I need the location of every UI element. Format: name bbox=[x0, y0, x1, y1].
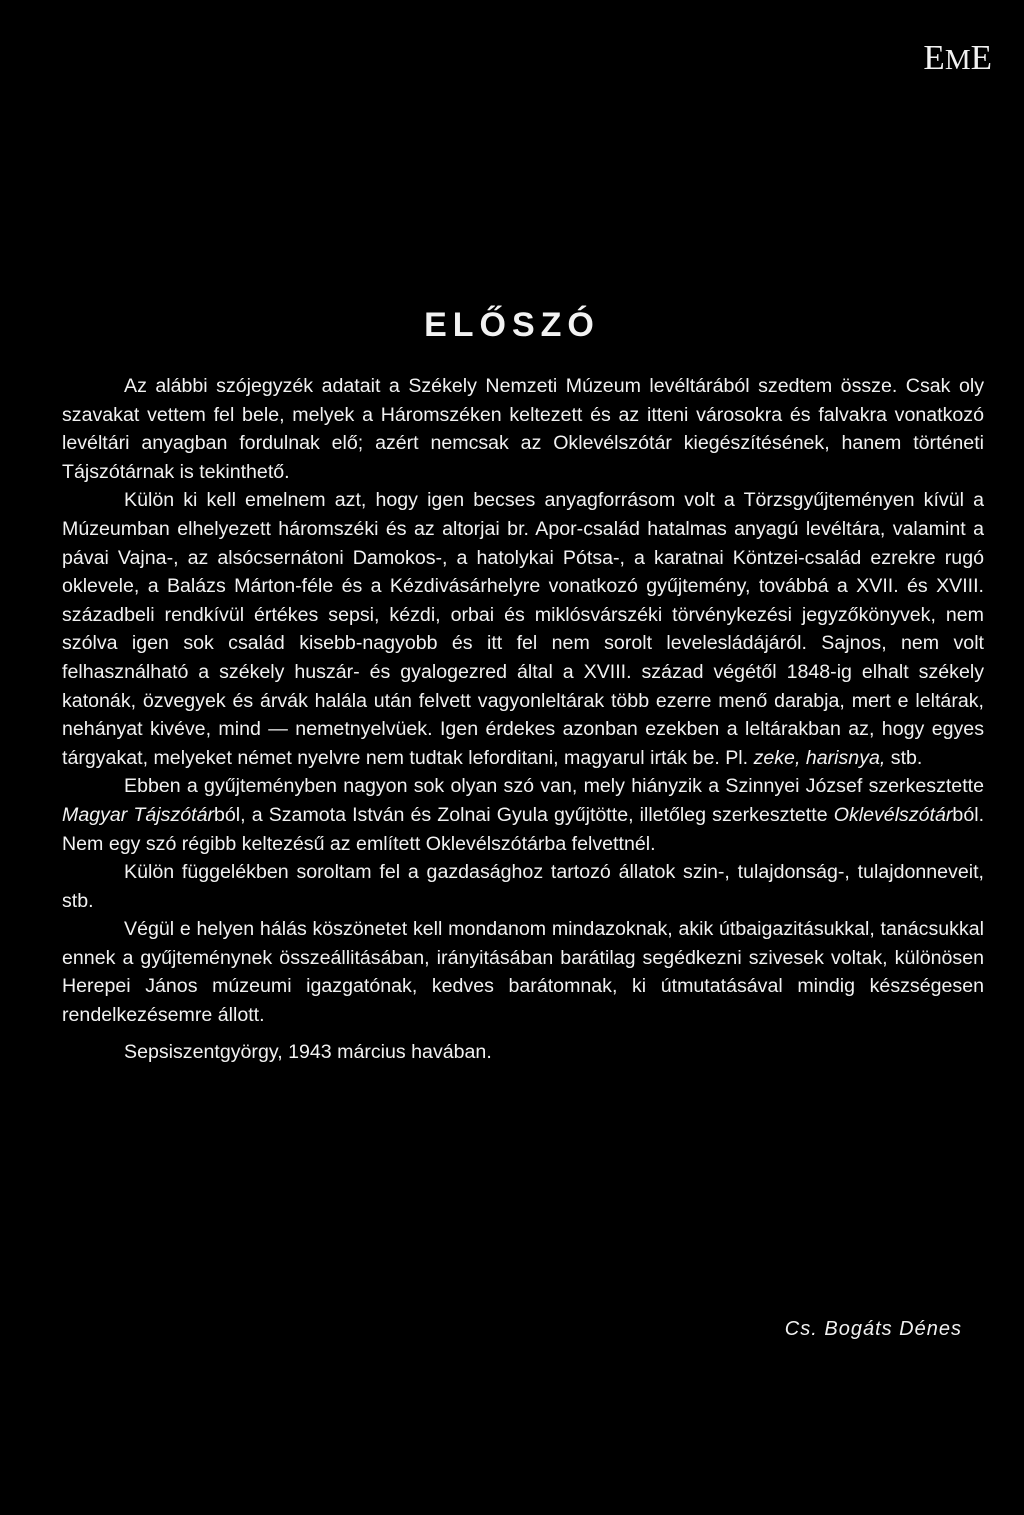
paragraph-1: Az alábbi szójegyzék adatait a Székely Nemzeti Múzeum levéltárából szedtem össze. Csak oly szavakat vettem fel bele, melyek a Háromszéken keltezett és az itteni városokra és falvakra vonatkozó levéltári anyagban fordulnak elő; azért nemcsak az Oklevélszótár kiegészítésének, hanem történeti Tájszótárnak is tekinthető. bbox=[62, 375, 984, 483]
paragraph-2 bbox=[62, 486, 984, 772]
paragraph-2-italic: zeke, harisnya, bbox=[753, 746, 886, 769]
preface-body bbox=[62, 372, 984, 1066]
place-date: Sepsiszentgyörgy, 1943 március havában. bbox=[124, 1040, 492, 1063]
book-title-tajszotar: Magyar Tájszótár bbox=[62, 803, 215, 826]
author-signature: Cs. Bogáts Dénes bbox=[784, 1318, 962, 1340]
paragraph-5: Végül e helyen hálás köszönetet kell mondanom mindazoknak, akik útbaigazitásukkal, tanácsukkal ennek a gyűjteménynek összeállitásában, irányitásában barátilag segédkezni szivesek voltak, különösen Herepei János múzeumi igazgatónak, kedves barátomnak, ki útmutatásával mindig készségesen rendelkezésemre állott. bbox=[62, 918, 984, 1027]
paragraph-4: Külön függelékben soroltam fel a gazdasághoz tartozó állatok szin-, tulajdonság-, tulajdonneveit, stb. bbox=[62, 861, 984, 912]
paragraph-2-tail: stb. bbox=[890, 746, 923, 769]
book-title-oklevelszotar: Oklevélszótár bbox=[833, 803, 953, 826]
paragraph-3-text-c: ból. Nem egy szó régibb keltezésű az említett Oklevélszótárba felvettnél. bbox=[62, 803, 985, 855]
paragraph-3-text-b: ból, a Szamota István és Zolnai Gyula gyűjtötte, illetőleg szerkesztette bbox=[214, 803, 828, 826]
logo-letter: E bbox=[970, 38, 992, 77]
logo-letter: M bbox=[944, 44, 971, 76]
paragraph-3 bbox=[62, 772, 984, 858]
logo-letter: E bbox=[923, 38, 945, 77]
paragraph-3-text-a: Ebben a gyűjteményben nagyon sok olyan szó van, mely hiányzik a Szinnyei József szerkesztette bbox=[124, 775, 984, 798]
publisher-logo bbox=[923, 38, 992, 78]
paragraph-2-text: Külön ki kell emelnem azt, hogy igen becses anyagforrásom volt a Törzsgyűjteményen kívül a Múzeumban elhelyezett háromszéki és az altorjai br. Apor-család hatalmas anyagú levéltára, valamint a pávai Vajna-, az alsócsernátoni Damokos-, a hatolykai Pótsa-, a karatnai Köntzei-család ezrekre rugó oklevele, a Balázs Márton-féle és a Kézdivásárhelyre vonatkozó gyűjtemény, továbbá a XVII. és XVIII. századbeli rendkívül értékes sepsi, kézdi, orbai és miklósvárszéki törvénykezési jegyzőkönyvek, nem szólva igen sok család kisebb-nagyobb és itt fel nem sorolt levelesládájáról. Sajnos, nem volt felhasználható a székely huszár- és gyalogezred által a XVIII. század végétől 1848-ig elhalt székely katonák, özvegyek és árvák halála után felvett vagyonleltárak több ezerre menő darabja, mert e leltárak, nehányat kivéve, mind — nemetnyelvüek. Igen érdekes azonban ezekben a leltárakban az, hogy egyes tárgyakat, melyeket német nyelvre nem tudtak leforditani, magyarul irták be. Pl. bbox=[62, 489, 984, 769]
page-title: ELŐSZÓ bbox=[424, 306, 600, 344]
